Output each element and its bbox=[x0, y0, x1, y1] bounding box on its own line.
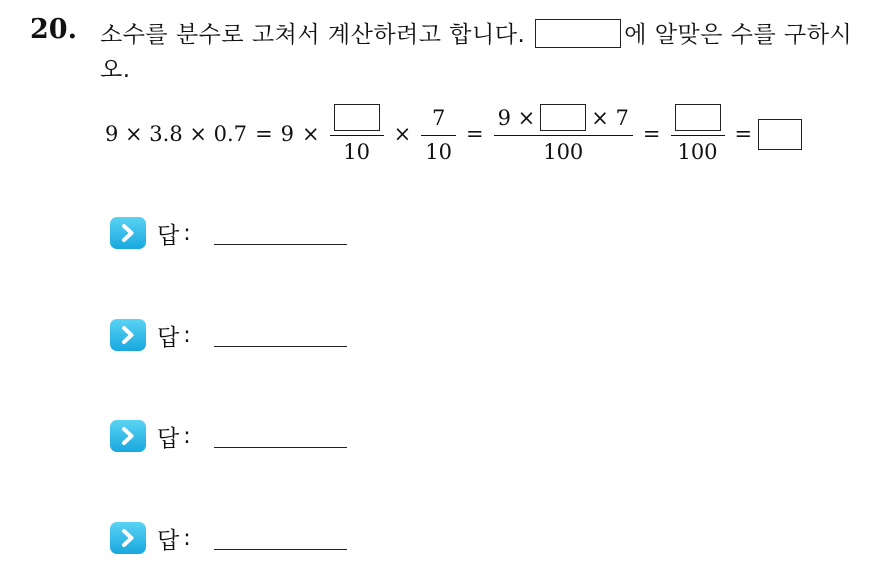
answer-blank-box bbox=[535, 19, 621, 48]
equation-nine: 9 bbox=[280, 122, 295, 146]
chevron-right-icon bbox=[110, 522, 146, 554]
denominator: 100 bbox=[677, 139, 718, 164]
denominator: 10 bbox=[425, 139, 452, 164]
answer-row bbox=[110, 213, 191, 253]
answer-row bbox=[110, 518, 191, 558]
fraction-product-over-100 bbox=[494, 101, 633, 168]
equals-sign: = bbox=[255, 122, 273, 146]
equals-sign: = bbox=[734, 122, 753, 146]
times-sign: × bbox=[393, 122, 412, 146]
answer-line[interactable] bbox=[214, 447, 347, 448]
numerator-blank-box bbox=[675, 104, 721, 131]
answer-row bbox=[110, 416, 191, 456]
answer-line[interactable] bbox=[214, 346, 347, 347]
denominator: 10 bbox=[343, 139, 371, 164]
answer-label: 답 bbox=[157, 425, 180, 452]
numerator-blank-box bbox=[540, 104, 586, 131]
equals-sign: = bbox=[466, 122, 484, 146]
equals-sign: = bbox=[642, 122, 661, 146]
answer-line[interactable] bbox=[214, 549, 347, 550]
question-number: 20. bbox=[30, 14, 77, 45]
answer-colon: : bbox=[183, 423, 191, 449]
answer-row bbox=[110, 315, 191, 355]
question-text-part1: 소수를 분수로 고쳐서 계산하려고 합니다. bbox=[100, 22, 526, 48]
denominator: 100 bbox=[543, 139, 584, 164]
equation bbox=[103, 96, 802, 172]
answer-label: 답 bbox=[157, 527, 180, 554]
chevron-right-icon bbox=[110, 319, 146, 351]
result-blank-box bbox=[758, 119, 802, 150]
chevron-right-icon bbox=[110, 217, 146, 249]
numerator-blank-box bbox=[334, 104, 380, 131]
fraction-blank-over-100 bbox=[671, 101, 725, 168]
numerator: 7 bbox=[431, 105, 446, 130]
times-sign: × bbox=[302, 122, 320, 146]
question-text bbox=[100, 18, 870, 88]
equation-lhs: 9 × 3.8 × 0.7 bbox=[105, 122, 248, 146]
fraction-blank-over-10 bbox=[330, 101, 384, 168]
answer-colon: : bbox=[183, 322, 191, 348]
answer-colon: : bbox=[183, 220, 191, 246]
question-text-part2: 에 알맞은 수를 구하시오. bbox=[100, 22, 853, 83]
numerator-nine-times: 9 × bbox=[497, 105, 536, 130]
numerator-times-seven: × 7 bbox=[591, 105, 629, 130]
fraction-7-over-10 bbox=[421, 101, 456, 168]
answer-label: 답 bbox=[157, 222, 180, 249]
answer-colon: : bbox=[183, 525, 191, 551]
answer-line[interactable] bbox=[214, 244, 347, 245]
answer-label: 답 bbox=[157, 324, 180, 351]
chevron-right-icon bbox=[110, 420, 146, 452]
